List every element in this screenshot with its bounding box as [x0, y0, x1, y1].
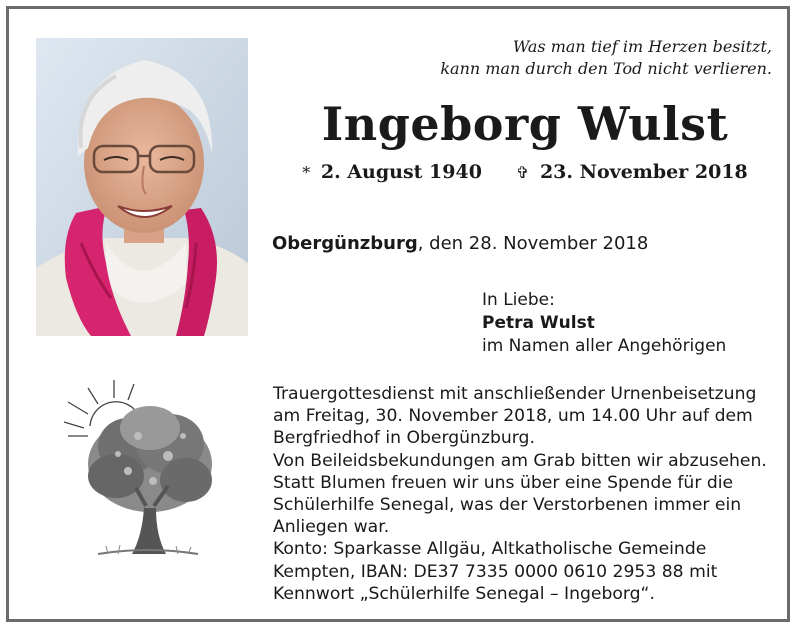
mourners-block [482, 289, 726, 358]
place-town: Obergünzburg [272, 233, 418, 254]
mourners-others: im Namen aller Angehörigen [482, 336, 727, 356]
life-dates [270, 161, 780, 183]
place-date: , den 28. November 2018 [417, 233, 649, 254]
place-and-date [272, 233, 648, 254]
body-line: Von Beileidsbekundungen am Grab bitten wir abzusehen. [273, 450, 767, 471]
body-line: Bergfriedhof in Obergünzburg. [273, 428, 535, 449]
death-date-group [516, 161, 748, 183]
birth-date: 2. August 1940 [320, 161, 482, 183]
cross-icon: ✞ [515, 163, 530, 182]
death-date: 23. November 2018 [539, 161, 748, 183]
body-line: Konto: Sparkasse Allgäu, Altkatholische Gemeinde [273, 539, 707, 560]
quote [380, 36, 772, 80]
tree-sun-illustration [58, 376, 218, 566]
birth-star-icon: * [302, 163, 311, 182]
body-line: Statt Blumen freuen wir uns über eine Spende für die [273, 472, 734, 493]
mourners-intro: In Liebe: [482, 290, 555, 310]
service-details [273, 383, 773, 605]
body-line: Kempten, IBAN: DE37 7335 0000 0610 2953 88 mit [273, 561, 718, 582]
body-line: Trauergottesdienst mit anschließender Urnenbeisetzung [273, 384, 757, 404]
body-line: Anliegen war. [273, 517, 390, 538]
body-line: Schülerhilfe Senegal, was der Verstorbenen immer ein [273, 495, 742, 516]
quote-line-1: Was man tief im Herzen besitzt, [512, 37, 772, 56]
deceased-name: Ingeborg Wulst [321, 97, 729, 151]
mourner-name: Petra Wulst [482, 313, 595, 333]
birth-date-group [302, 161, 482, 183]
portrait-photo [36, 38, 248, 336]
quote-line-2: kann man durch den Tod nicht verlieren. [440, 59, 772, 78]
body-line: Kennwort „Schülerhilfe Senegal – Ingeborg“. [273, 583, 655, 604]
body-line: am Freitag, 30. November 2018, um 14.00 Uhr auf dem [273, 406, 753, 427]
